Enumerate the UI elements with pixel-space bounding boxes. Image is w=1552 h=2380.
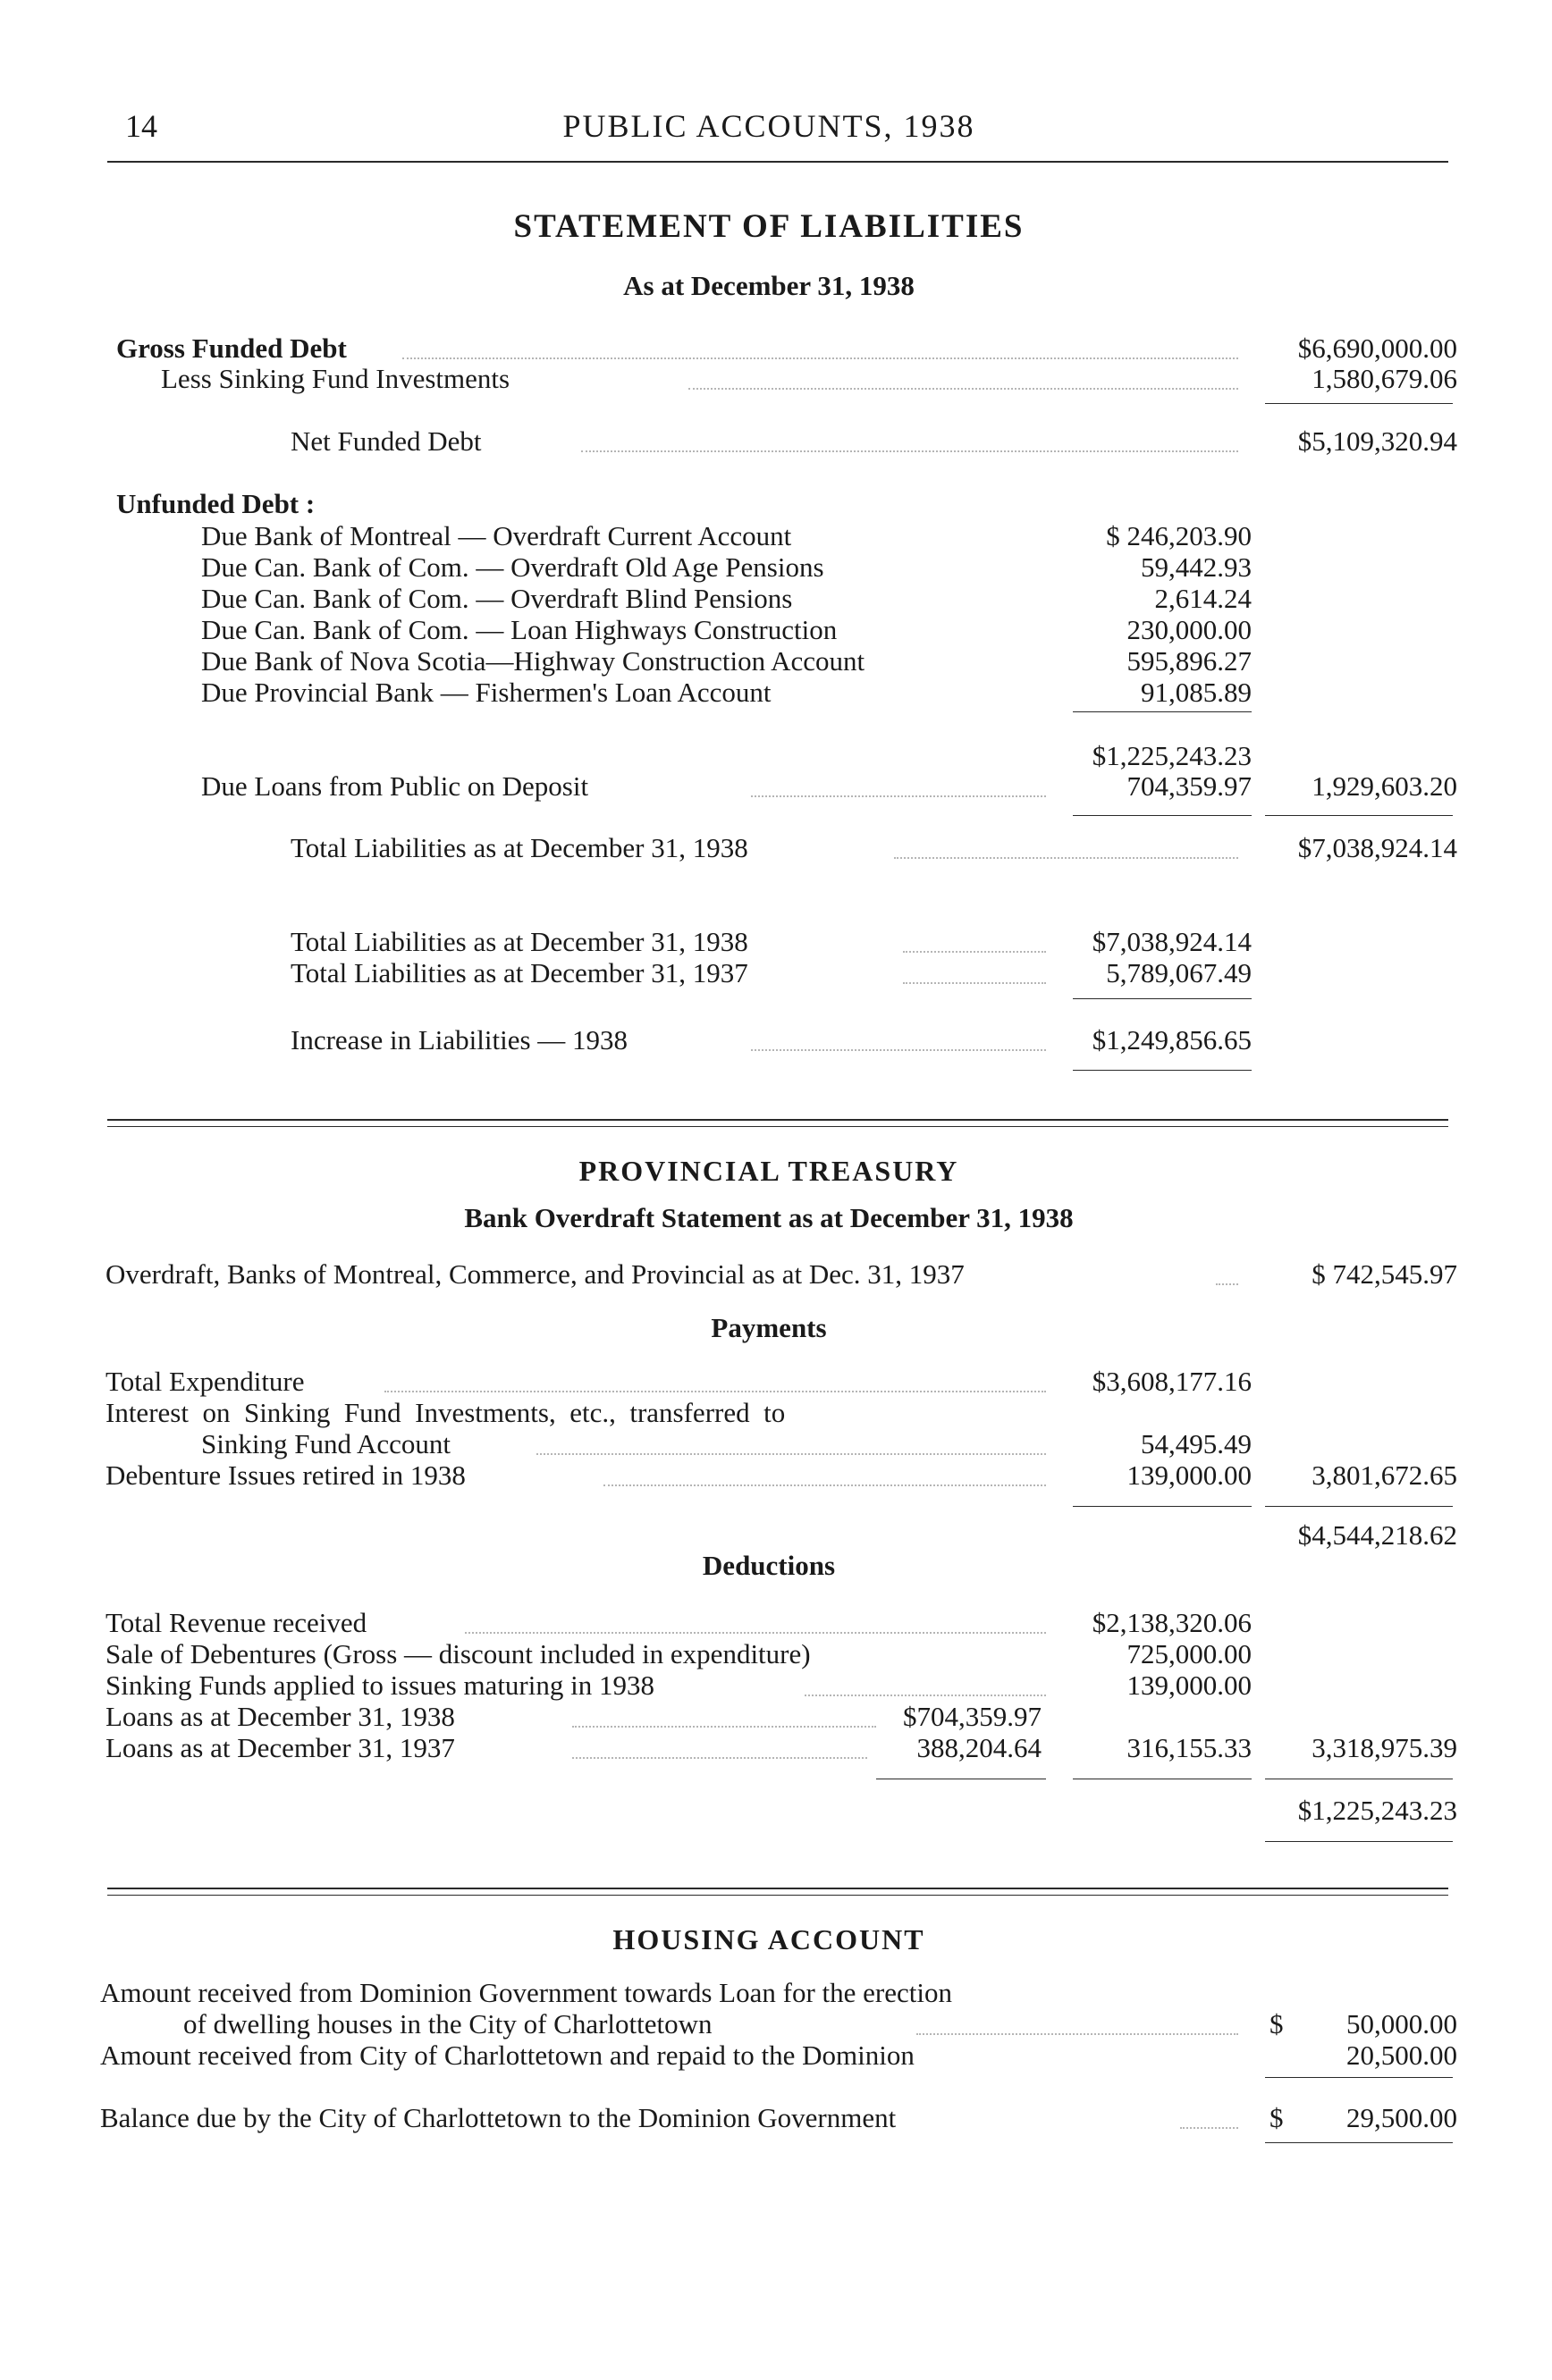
unfunded-item-value: 595,896.27 [1126, 645, 1252, 677]
unfunded-item-label: Due Provincial Bank — Fishermen's Loan Account [201, 677, 772, 708]
leader-dots [384, 1391, 1046, 1392]
loans-difference: 316,155.33 [1126, 1732, 1252, 1763]
increase-value: $1,249,856.65 [1092, 1024, 1252, 1055]
sinking-applied-value: 139,000.00 [1126, 1669, 1252, 1701]
rule [1265, 1841, 1453, 1842]
unfunded-item-value: 59,442.93 [1141, 551, 1252, 583]
unfunded-item-label: Due Can. Bank of Com. — Overdraft Blind Pensions [201, 583, 793, 614]
unfunded-item-value: $ 246,203.90 [1106, 520, 1252, 551]
payments-heading: Payments [711, 1312, 827, 1343]
loans-1938-label: Loans as at December 31, 1938 [105, 1701, 455, 1732]
expenditure-label: Total Expenditure [105, 1366, 305, 1397]
treasury-subtitle: Bank Overdraft Statement as at December 31, 1938 [464, 1202, 1074, 1233]
sale-label: Sale of Debentures (Gross — discount included in expenditure) [105, 1638, 811, 1669]
leader-dots [805, 1695, 1046, 1696]
total-liabilities-label: Total Liabilities as at December 31, 1938 [291, 832, 748, 863]
unfunded-item-value: 230,000.00 [1126, 614, 1252, 645]
liabilities-subtitle: As at December 31, 1938 [623, 270, 915, 301]
debenture-value: 139,000.00 [1126, 1459, 1252, 1491]
compare-1938-label: Total Liabilities as at December 31, 1938 [291, 926, 748, 957]
compare-1937-label: Total Liabilities as at December 31, 1937 [291, 957, 748, 988]
liabilities-title: STATEMENT OF LIABILITIES [513, 208, 1025, 245]
leader-dots [1180, 2127, 1238, 2129]
leader-dots [581, 450, 1238, 452]
net-funded-value: $5,109,320.94 [1297, 425, 1457, 457]
housing-received-label-line-1: Amount received from Dominion Government towards Loan for the erection [100, 1977, 952, 2008]
leader-dots [536, 1453, 1046, 1455]
housing-title: HOUSING ACCOUNT [612, 1923, 925, 1955]
housing-received-label-line-2: of dwelling houses in the City of Charlottetown [183, 2008, 713, 2039]
housing-received-value: 50,000.00 [1346, 2008, 1457, 2039]
overdraft-value: $ 742,545.97 [1312, 1258, 1457, 1290]
section-divider [107, 1895, 1448, 1896]
interest-label-line-2: Sinking Fund Account [201, 1428, 451, 1459]
sinking-value: 1,580,679.06 [1312, 363, 1457, 394]
interest-label-line-1: Interest on Sinking Fund Investments, etc., transferred to [105, 1397, 786, 1428]
interest-value: 54,495.49 [1141, 1428, 1252, 1459]
rule [1073, 815, 1252, 816]
gross-funded-label: Gross Funded Debt [116, 332, 347, 364]
rule [1265, 1506, 1453, 1507]
revenue-label: Total Revenue received [105, 1607, 367, 1638]
sinking-label: Less Sinking Fund Investments [161, 363, 510, 394]
expenditure-value: $3,608,177.16 [1092, 1366, 1252, 1397]
section-divider [107, 1119, 1448, 1121]
housing-balance-label: Balance due by the City of Charlottetown to the Dominion Government [100, 2102, 897, 2133]
deductions-heading: Deductions [702, 1550, 836, 1581]
leader-dots [603, 1484, 1046, 1486]
rule [1073, 1070, 1252, 1071]
compare-1938-value: $7,038,924.14 [1092, 926, 1252, 957]
rule [1265, 403, 1453, 404]
payments-total: 3,801,672.65 [1312, 1459, 1457, 1491]
public-deposit-label: Due Loans from Public on Deposit [201, 770, 589, 802]
rule [1073, 998, 1252, 999]
page-number: 14 [125, 108, 157, 144]
section-divider [107, 1126, 1448, 1127]
leader-dots [688, 388, 1238, 390]
leader-dots [751, 795, 1046, 797]
treasury-title: PROVINCIAL TREASURY [578, 1155, 959, 1187]
sinking-applied-label: Sinking Funds applied to issues maturing in 1938 [105, 1669, 654, 1701]
housing-repaid-value: 20,500.00 [1346, 2039, 1457, 2071]
header-rule [107, 161, 1448, 163]
payments-grand-total: $4,544,218.62 [1297, 1519, 1457, 1551]
sale-value: 725,000.00 [1126, 1638, 1252, 1669]
debenture-label: Debenture Issues retired in 1938 [105, 1459, 466, 1491]
leader-dots [751, 1049, 1046, 1051]
loans-1937-label: Loans as at December 31, 1937 [105, 1732, 455, 1763]
leader-dots [402, 357, 1238, 359]
unfunded-heading: Unfunded Debt : [116, 488, 316, 519]
rule [1265, 2142, 1453, 2143]
unfunded-total: 1,929,603.20 [1312, 770, 1457, 802]
gross-funded-value: $6,690,000.00 [1297, 332, 1457, 364]
housing-balance-value: 29,500.00 [1346, 2102, 1457, 2133]
leader-dots [916, 2033, 1238, 2035]
unfunded-item-label: Due Bank of Montreal — Overdraft Current Account [201, 520, 792, 551]
rule [1073, 711, 1252, 712]
deductions-total: 3,318,975.39 [1312, 1732, 1457, 1763]
revenue-value: $2,138,320.06 [1092, 1607, 1252, 1638]
final-balance: $1,225,243.23 [1297, 1795, 1457, 1826]
increase-label: Increase in Liabilities — 1938 [291, 1024, 628, 1055]
unfunded-item-label: Due Bank of Nova Scotia—Highway Construction Account [201, 645, 865, 677]
compare-1937-value: 5,789,067.49 [1106, 957, 1252, 988]
leader-dots [894, 857, 1238, 859]
housing-balance-currency: $ [1269, 2102, 1284, 2133]
section-divider [107, 1888, 1448, 1889]
unfunded-item-value: 2,614.24 [1154, 583, 1252, 614]
leader-dots [465, 1632, 1046, 1634]
unfunded-subtotal: $1,225,243.23 [1092, 740, 1252, 771]
rule [1265, 2077, 1453, 2078]
housing-received-currency: $ [1269, 2008, 1284, 2039]
leader-dots [903, 951, 1046, 953]
unfunded-item-label: Due Can. Bank of Com. — Overdraft Old Age Pensions [201, 551, 824, 583]
loans-1938-value: $704,359.97 [903, 1701, 1042, 1732]
public-deposit-value: 704,359.97 [1126, 770, 1252, 802]
housing-repaid-label: Amount received from City of Charlottetown and repaid to the Dominion [100, 2039, 915, 2071]
rule [1073, 1506, 1252, 1507]
total-liabilities-value: $7,038,924.14 [1297, 832, 1457, 863]
overdraft-label: Overdraft, Banks of Montreal, Commerce, and Provincial as at Dec. 31, 1937 [105, 1258, 965, 1290]
unfunded-item-label: Due Can. Bank of Com. — Loan Highways Construction [201, 614, 838, 645]
net-funded-label: Net Funded Debt [291, 425, 482, 457]
rule [1265, 815, 1453, 816]
running-title: PUBLIC ACCOUNTS, 1938 [562, 108, 975, 144]
unfunded-item-value: 91,085.89 [1141, 677, 1252, 708]
loans-1937-value: 388,204.64 [916, 1732, 1042, 1763]
leader-dots [903, 982, 1046, 984]
